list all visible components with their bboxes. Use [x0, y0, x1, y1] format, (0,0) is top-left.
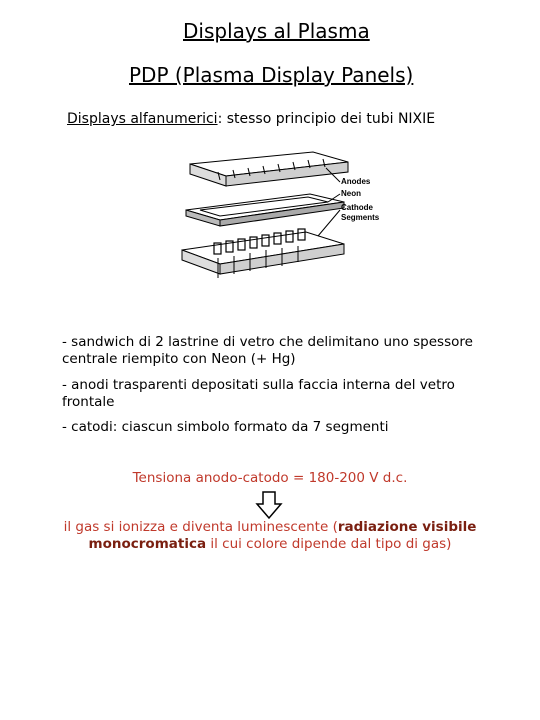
intro-label: Displays alfanumerici: [67, 111, 218, 127]
label-neon: Neon: [341, 189, 361, 198]
result-bold: radiazione visibile monocromatica: [88, 519, 477, 552]
bullet-anodes: - anodi trasparenti depositati sulla faccia interna del vetro frontale: [62, 377, 455, 410]
result-part2: il cui colore dipende dal tipo di gas): [206, 536, 452, 552]
intro-text: : stesso principio dei tubi NIXIE: [217, 111, 436, 127]
anode-plate: [190, 152, 348, 186]
label-segments: Segments: [341, 213, 380, 222]
result-part1: il gas si ionizza e diventa luminescente (: [63, 519, 338, 535]
plasma-display-exploded-diagram: [178, 150, 388, 282]
label-cathode: Cathode: [341, 203, 373, 212]
neon-spacer-frame: [186, 194, 344, 226]
page-title: Displays al Plasma: [183, 19, 370, 43]
tension-line: Tensiona anodo-catodo = 180-200 V d.c.: [132, 470, 408, 486]
label-anodes: Anodes: [341, 177, 371, 186]
page-subtitle: PDP (Plasma Display Panels): [129, 63, 414, 87]
result-text: [60, 519, 480, 553]
intro-line: [67, 111, 435, 127]
down-arrow-icon: [254, 490, 284, 520]
cathode-plate: [182, 229, 344, 278]
bullet-sandwich: - sandwich di 2 lastrine di vetro che delimitano uno spessore centrale riempito con Neon (+ Hg): [62, 334, 473, 367]
bullet-cathodes: - catodi: ciascun simbolo formato da 7 segmenti: [62, 419, 389, 435]
